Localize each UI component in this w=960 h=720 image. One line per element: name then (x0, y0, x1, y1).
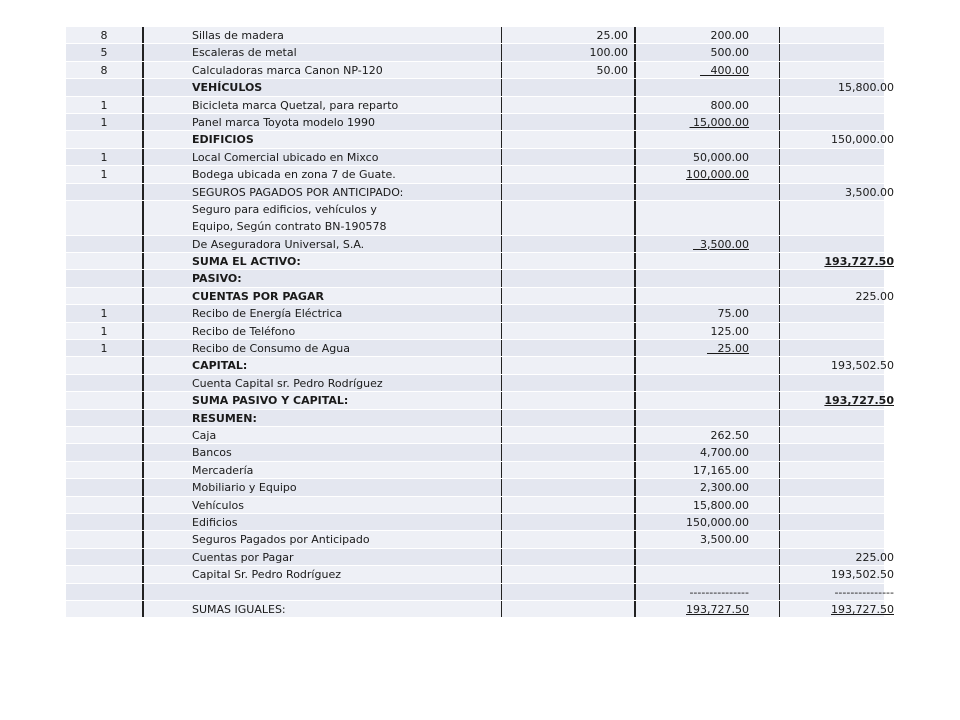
subtotal-cell-text: 150,000.00 (686, 515, 749, 529)
table-row (66, 131, 894, 148)
unit-price-cell (502, 584, 636, 600)
description-text: Bancos (192, 446, 232, 460)
description-text: SUMA EL ACTIVO: (192, 255, 301, 269)
unit-price-cell (502, 201, 636, 235)
quantity-cell (66, 184, 144, 200)
unit-price-cell (502, 410, 636, 426)
description-text: Capital Sr. Pedro Rodríguez (192, 568, 341, 582)
unit-price-cell (502, 149, 636, 165)
subtotal-cell (636, 62, 780, 78)
subtotal-cell-text: 3,500.00 (693, 237, 749, 251)
description-cell (144, 270, 502, 286)
subtotal-cell (636, 27, 780, 43)
total-cell (780, 427, 884, 443)
description-text: RESUMEN: (192, 411, 257, 425)
description-cell (144, 584, 502, 600)
description-text: Seguros Pagados por Anticipado (192, 533, 370, 547)
total-cell (780, 201, 884, 235)
description-cell (144, 166, 502, 182)
subtotal-cell (636, 270, 780, 286)
quantity-cell (66, 531, 144, 547)
total-cell (780, 253, 894, 269)
total-cell (780, 410, 884, 426)
subtotal-cell-text: 25.00 (707, 342, 749, 356)
total-cell (780, 97, 884, 113)
subtotal-cell (636, 427, 780, 443)
unit-price-cell (502, 253, 636, 269)
total-cell-text: 193,727.50 (824, 255, 894, 269)
subtotal-cell (636, 392, 780, 408)
description-cell (144, 392, 502, 408)
description-text: Calculadoras marca Canon NP-120 (192, 63, 383, 77)
unit-price-cell (502, 44, 636, 60)
total-cell (780, 375, 884, 391)
quantity-cell (66, 97, 144, 113)
subtotal-cell (636, 410, 780, 426)
quantity-cell (66, 44, 144, 60)
total-cell (780, 236, 884, 252)
description-text: Bodega ubicada en zona 7 de Guate. (192, 168, 396, 182)
balance-sheet-table (66, 27, 894, 618)
quantity-cell (66, 497, 144, 513)
unit-price-cell (502, 166, 636, 182)
unit-price-cell (502, 340, 636, 356)
description-text: VEHÍCULOS (192, 81, 263, 95)
quantity-cell (66, 410, 144, 426)
table-row (66, 514, 884, 531)
description-cell (144, 288, 502, 304)
unit-price-cell-text: 100.00 (589, 46, 628, 60)
quantity-cell (66, 601, 144, 617)
total-cell (780, 323, 884, 339)
subtotal-cell (636, 131, 780, 147)
description-cell (144, 305, 502, 321)
subtotal-cell (636, 323, 780, 339)
quantity-cell (66, 479, 144, 495)
total-cell (780, 479, 884, 495)
unit-price-cell (502, 305, 636, 321)
subtotal-cell-text: 800.00 (710, 98, 749, 112)
total-cell (780, 566, 894, 582)
description-cell (144, 323, 502, 339)
table-row (66, 566, 894, 583)
table-row (66, 357, 894, 374)
description-text: SEGUROS PAGADOS POR ANTICIPADO: (192, 185, 404, 199)
table-row (66, 270, 884, 287)
description-text: CUENTAS POR PAGAR (192, 289, 324, 303)
description-cell (144, 462, 502, 478)
subtotal-cell-text: 400.00 (700, 63, 749, 77)
quantity-cell (66, 514, 144, 530)
subtotal-cell (636, 549, 780, 565)
subtotal-cell (636, 114, 780, 130)
total-cell (780, 392, 894, 408)
description-cell (144, 601, 502, 617)
total-cell (780, 340, 884, 356)
subtotal-cell-text: 500.00 (710, 46, 749, 60)
description-cell (144, 62, 502, 78)
description-cell (144, 444, 502, 460)
subtotal-cell (636, 44, 780, 60)
description-text-line2: Equipo, Según contrato BN-190578 (192, 219, 387, 233)
subtotal-cell-text: 193,727.50 (686, 602, 749, 616)
table-row (66, 288, 894, 305)
table-row (66, 584, 894, 601)
table-row (66, 601, 894, 618)
description-text: Vehículos (192, 498, 245, 512)
subtotal-cell-text: 50,000.00 (693, 150, 749, 164)
total-cell-text: 225.00 (855, 550, 894, 564)
description-cell (144, 410, 502, 426)
unit-price-cell (502, 566, 636, 582)
quantity-cell-text: 1 (100, 324, 108, 338)
description-cell (144, 201, 502, 235)
unit-price-cell (502, 270, 636, 286)
unit-price-cell (502, 97, 636, 113)
description-cell (144, 253, 502, 269)
quantity-cell (66, 114, 144, 130)
description-text: De Aseguradora Universal, S.A. (192, 237, 365, 251)
table-row (66, 323, 884, 340)
quantity-cell (66, 62, 144, 78)
unit-price-cell (502, 27, 636, 43)
table-row (66, 375, 884, 392)
subtotal-cell (636, 288, 780, 304)
description-text: Recibo de Teléfono (192, 324, 296, 338)
subtotal-cell (636, 357, 780, 373)
description-cell (144, 566, 502, 582)
total-cell-text: 193,727.50 (831, 602, 894, 616)
subtotal-cell (636, 566, 780, 582)
subtotal-cell (636, 444, 780, 460)
description-text: SUMA PASIVO Y CAPITAL: (192, 394, 349, 408)
subtotal-cell (636, 166, 780, 182)
subtotal-cell (636, 253, 780, 269)
description-text: Mercadería (192, 463, 254, 477)
description-cell (144, 27, 502, 43)
total-cell (780, 149, 884, 165)
table-row (66, 114, 884, 131)
subtotal-cell-text: 200.00 (710, 29, 749, 42)
total-cell-text: 3,500.00 (845, 185, 894, 199)
total-cell-text: 193,502.50 (831, 359, 894, 373)
description-cell (144, 131, 502, 147)
unit-price-cell (502, 444, 636, 460)
description-cell (144, 375, 502, 391)
description-text: Mobiliario y Equipo (192, 481, 297, 495)
unit-price-cell (502, 236, 636, 252)
unit-price-cell (502, 479, 636, 495)
description-cell (144, 549, 502, 565)
quantity-cell (66, 444, 144, 460)
quantity-cell (66, 236, 144, 252)
unit-price-cell (502, 357, 636, 373)
table-row (66, 27, 884, 44)
quantity-cell (66, 201, 144, 235)
quantity-cell (66, 305, 144, 321)
unit-price-cell (502, 62, 636, 78)
table-row (66, 392, 894, 409)
total-cell (780, 601, 894, 617)
quantity-cell-text: 1 (100, 168, 108, 182)
description-text: Cuenta Capital sr. Pedro Rodríguez (192, 376, 383, 390)
subtotal-cell (636, 584, 780, 600)
subtotal-cell-text: 2,300.00 (700, 481, 749, 495)
unit-price-cell (502, 531, 636, 547)
table-row (66, 253, 894, 270)
subtotal-cell (636, 184, 780, 200)
quantity-cell-text: 1 (100, 150, 108, 164)
total-cell-text: 225.00 (855, 289, 894, 303)
subtotal-cell-text: 15,800.00 (693, 498, 749, 512)
quantity-cell (66, 462, 144, 478)
table-row (66, 149, 884, 166)
quantity-cell (66, 253, 144, 269)
description-cell (144, 531, 502, 547)
description-cell (144, 514, 502, 530)
description-text: Bicicleta marca Quetzal, para reparto (192, 98, 399, 112)
subtotal-cell-text: 125.00 (710, 324, 749, 338)
total-cell-text: 150,000.00 (831, 133, 894, 147)
total-cell (780, 444, 884, 460)
total-cell (780, 62, 884, 78)
quantity-cell (66, 131, 144, 147)
subtotal-cell-text: 3,500.00 (700, 533, 749, 547)
subtotal-cell (636, 601, 780, 617)
table-row (66, 97, 884, 114)
subtotal-cell-text: 15,000.00 (689, 115, 749, 129)
table-row (66, 79, 894, 96)
description-cell (144, 79, 502, 95)
total-cell (780, 114, 884, 130)
table-row (66, 166, 884, 183)
total-cell (780, 531, 884, 547)
description-text: PASIVO: (192, 272, 242, 286)
table-row (66, 410, 884, 427)
unit-price-cell (502, 514, 636, 530)
description-cell (144, 357, 502, 373)
subtotal-cell (636, 497, 780, 513)
subtotal-cell (636, 201, 780, 235)
subtotal-cell (636, 305, 780, 321)
description-text: Seguro para edificios, vehículos y (192, 202, 377, 216)
table-row (66, 549, 894, 566)
unit-price-cell (502, 427, 636, 443)
total-cell (780, 549, 894, 565)
subtotal-cell (636, 514, 780, 530)
subtotal-cell (636, 149, 780, 165)
subtotal-cell-text: 75.00 (717, 307, 749, 321)
quantity-cell (66, 357, 144, 373)
quantity-cell-text: 1 (100, 342, 108, 356)
unit-price-cell (502, 131, 636, 147)
unit-price-cell (502, 288, 636, 304)
total-cell (780, 305, 884, 321)
total-cell (780, 357, 894, 373)
description-cell (144, 236, 502, 252)
total-cell (780, 166, 884, 182)
unit-price-cell (502, 323, 636, 339)
unit-price-cell (502, 184, 636, 200)
table-row (66, 201, 884, 236)
subtotal-cell (636, 462, 780, 478)
quantity-cell (66, 549, 144, 565)
total-cell (780, 288, 894, 304)
subtotal-cell-text: 262.50 (710, 429, 749, 442)
unit-price-cell (502, 392, 636, 408)
description-cell (144, 149, 502, 165)
description-cell (144, 97, 502, 113)
subtotal-cell (636, 79, 780, 95)
quantity-cell (66, 270, 144, 286)
subtotal-cell (636, 375, 780, 391)
description-cell (144, 479, 502, 495)
quantity-cell (66, 323, 144, 339)
description-text: Sillas de madera (192, 29, 284, 42)
table-row (66, 236, 884, 253)
table-row (66, 444, 884, 461)
table-row (66, 531, 884, 548)
unit-price-cell-text: 25.00 (596, 29, 628, 42)
unit-price-cell-text: 50.00 (596, 63, 628, 77)
quantity-cell-text: 1 (100, 98, 108, 112)
description-text: Edificios (192, 515, 238, 529)
description-text: Cuentas por Pagar (192, 550, 294, 564)
quantity-cell-text: 8 (100, 63, 108, 77)
quantity-cell (66, 288, 144, 304)
total-cell (780, 44, 884, 60)
quantity-cell (66, 340, 144, 356)
quantity-cell (66, 392, 144, 408)
subtotal-cell (636, 236, 780, 252)
total-cell (780, 184, 894, 200)
description-text: Recibo de Consumo de Agua (192, 342, 350, 356)
unit-price-cell (502, 549, 636, 565)
subtotal-cell (636, 97, 780, 113)
table-row (66, 44, 884, 61)
quantity-cell (66, 149, 144, 165)
total-cell (780, 79, 894, 95)
table-row (66, 427, 884, 444)
quantity-cell-text: 5 (100, 46, 108, 60)
quantity-cell (66, 375, 144, 391)
unit-price-cell (502, 497, 636, 513)
subtotal-cell (636, 479, 780, 495)
quantity-cell (66, 79, 144, 95)
table-row (66, 462, 884, 479)
description-cell (144, 427, 502, 443)
description-cell (144, 44, 502, 60)
total-cell (780, 462, 884, 478)
unit-price-cell (502, 375, 636, 391)
subtotal-cell-text: 17,165.00 (693, 463, 749, 477)
total-cell-text: 15,800.00 (838, 81, 894, 95)
quantity-cell (66, 427, 144, 443)
total-cell (780, 514, 884, 530)
total-cell (780, 131, 894, 147)
quantity-cell-text: 8 (100, 29, 108, 42)
subtotal-cell-text: --------------- (689, 585, 749, 599)
quantity-cell (66, 27, 144, 43)
table-row (66, 497, 884, 514)
description-text: EDIFICIOS (192, 133, 254, 147)
description-text: SUMAS IGUALES: (192, 602, 286, 616)
description-text: Recibo de Energía Eléctrica (192, 307, 343, 321)
description-cell (144, 184, 502, 200)
unit-price-cell (502, 462, 636, 478)
subtotal-cell (636, 340, 780, 356)
total-cell-text: 193,727.50 (824, 394, 894, 408)
table-row (66, 479, 884, 496)
table-row (66, 62, 884, 79)
description-text: Local Comercial ubicado en Mixco (192, 150, 379, 164)
table-row (66, 184, 894, 201)
total-cell (780, 497, 884, 513)
subtotal-cell-text: 4,700.00 (700, 446, 749, 460)
quantity-cell-text: 1 (100, 307, 108, 321)
subtotal-cell (636, 531, 780, 547)
quantity-cell (66, 566, 144, 582)
description-text: Panel marca Toyota modelo 1990 (192, 115, 376, 129)
total-cell (780, 270, 884, 286)
unit-price-cell (502, 79, 636, 95)
table-row (66, 305, 884, 322)
description-cell (144, 114, 502, 130)
quantity-cell (66, 584, 144, 600)
description-cell (144, 340, 502, 356)
quantity-cell (66, 166, 144, 182)
description-text: CAPITAL: (192, 359, 248, 373)
table-row (66, 340, 884, 357)
description-cell (144, 497, 502, 513)
subtotal-cell-text: 100,000.00 (686, 168, 749, 182)
total-cell-text: 193,502.50 (831, 568, 894, 582)
total-cell (780, 27, 884, 43)
unit-price-cell (502, 601, 636, 617)
quantity-cell-text: 1 (100, 115, 108, 129)
description-text: Caja (192, 429, 217, 442)
description-text: Escaleras de metal (192, 46, 297, 60)
total-cell (780, 584, 894, 600)
total-cell-text: --------------- (834, 585, 894, 599)
unit-price-cell (502, 114, 636, 130)
